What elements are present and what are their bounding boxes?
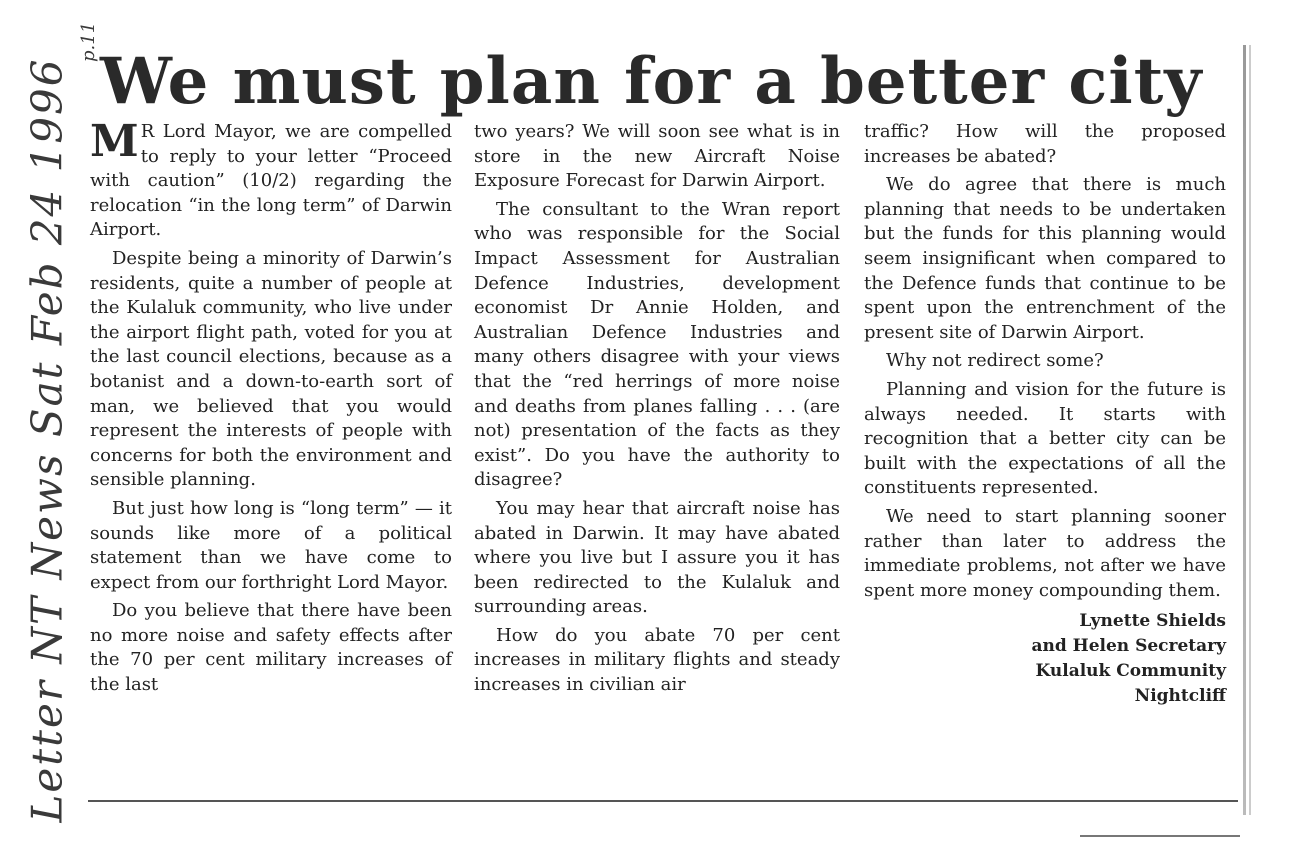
paragraph: But just how long is “long term” — it sounds like more of a political statement than we have come to expect from our forthright Lord Mayor.: [90, 497, 452, 593]
paragraph: We need to start planning sooner rather than later to address the immediate problems, not after we have spent more money compounding them.: [864, 505, 1226, 601]
paragraph: Do you believe that there have been no more noise and safety effects after the 70 per cent military increases of the last: [90, 600, 452, 696]
paragraph: two years? We will soon see what is in store in the new Aircraft Noise Exposure Forecast for Darwin Airport.: [474, 121, 840, 192]
handwritten-page-number: p.11: [78, 21, 99, 62]
paragraph: You may hear that aircraft noise has abated in Darwin. It may have abated where you live but I assure you it has been redirected to the Kulaluk and surrounding areas.: [474, 497, 840, 618]
paragraph: We do agree that there is much planning that needs to be undertaken but the funds for this planning would seem insignificant when compared to the Defence funds that continue to be spent upon the entrenchment of the present site of Darwin Airport.: [864, 174, 1226, 343]
handwritten-margin-note: [12, 40, 82, 823]
paragraph: The consultant to the Wran report who was responsible for the Social Impact Assessment for Australian Defence Industries, development economist Dr Annie Holden, and Australian Defence Industries and many others disagree with your views that the “red herrings of more noise and deaths from planes falling . . . (are not) presentation of the facts as they exist”. Do you have the authority to disagree?: [474, 198, 840, 491]
paragraph-text: R Lord Mayor, we are compelled to reply to your letter “Proceed with caution” (10/2) regarding the relocation “in the long term” of Darwin Airport.: [90, 121, 452, 241]
signature-line: Kulaluk Community: [1035, 661, 1226, 682]
handwritten-source-note: Letter NT News Sat Feb 24 1996: [22, 57, 72, 823]
paragraph: traffic? How will the proposed increases be abated?: [864, 121, 1226, 167]
signature-line: and Helen Secretary: [1031, 636, 1226, 657]
article-column-1: [90, 116, 452, 698]
drop-cap: M: [90, 116, 139, 167]
article-column-2: [474, 120, 840, 698]
signature-line: Lynette Shields: [1079, 611, 1226, 632]
paragraph: Despite being a minority of Darwin’s residents, quite a number of people at the Kulaluk community, who live under the airport flight path, voted for you at the last council elections, because as a botanist and a down-to-earth sort of man, we believed that you would represent the interests of people with concerns for both the environment and sensible planning.: [90, 247, 452, 491]
paragraph: Planning and vision for the future is always needed. It starts with recognition that a better city can be built with the expectations of all the constituents represented.: [864, 378, 1226, 499]
paragraph: [90, 116, 452, 243]
signature-line: Nightcliff: [1134, 686, 1226, 707]
paragraph: Why not redirect some?: [886, 350, 1104, 372]
paragraph: How do you abate 70 per cent increases in military flights and steady increases in civilian air: [474, 624, 840, 696]
article-headline: We must plan for a better city: [100, 44, 1203, 119]
letter-signature: [864, 609, 1226, 709]
clipping-edge-shadow: [1249, 45, 1251, 815]
clipping-edge: [1243, 45, 1246, 815]
bottom-rule-secondary: [1080, 835, 1240, 837]
bottom-rule: [88, 800, 1238, 802]
article-column-3: [864, 120, 1226, 709]
